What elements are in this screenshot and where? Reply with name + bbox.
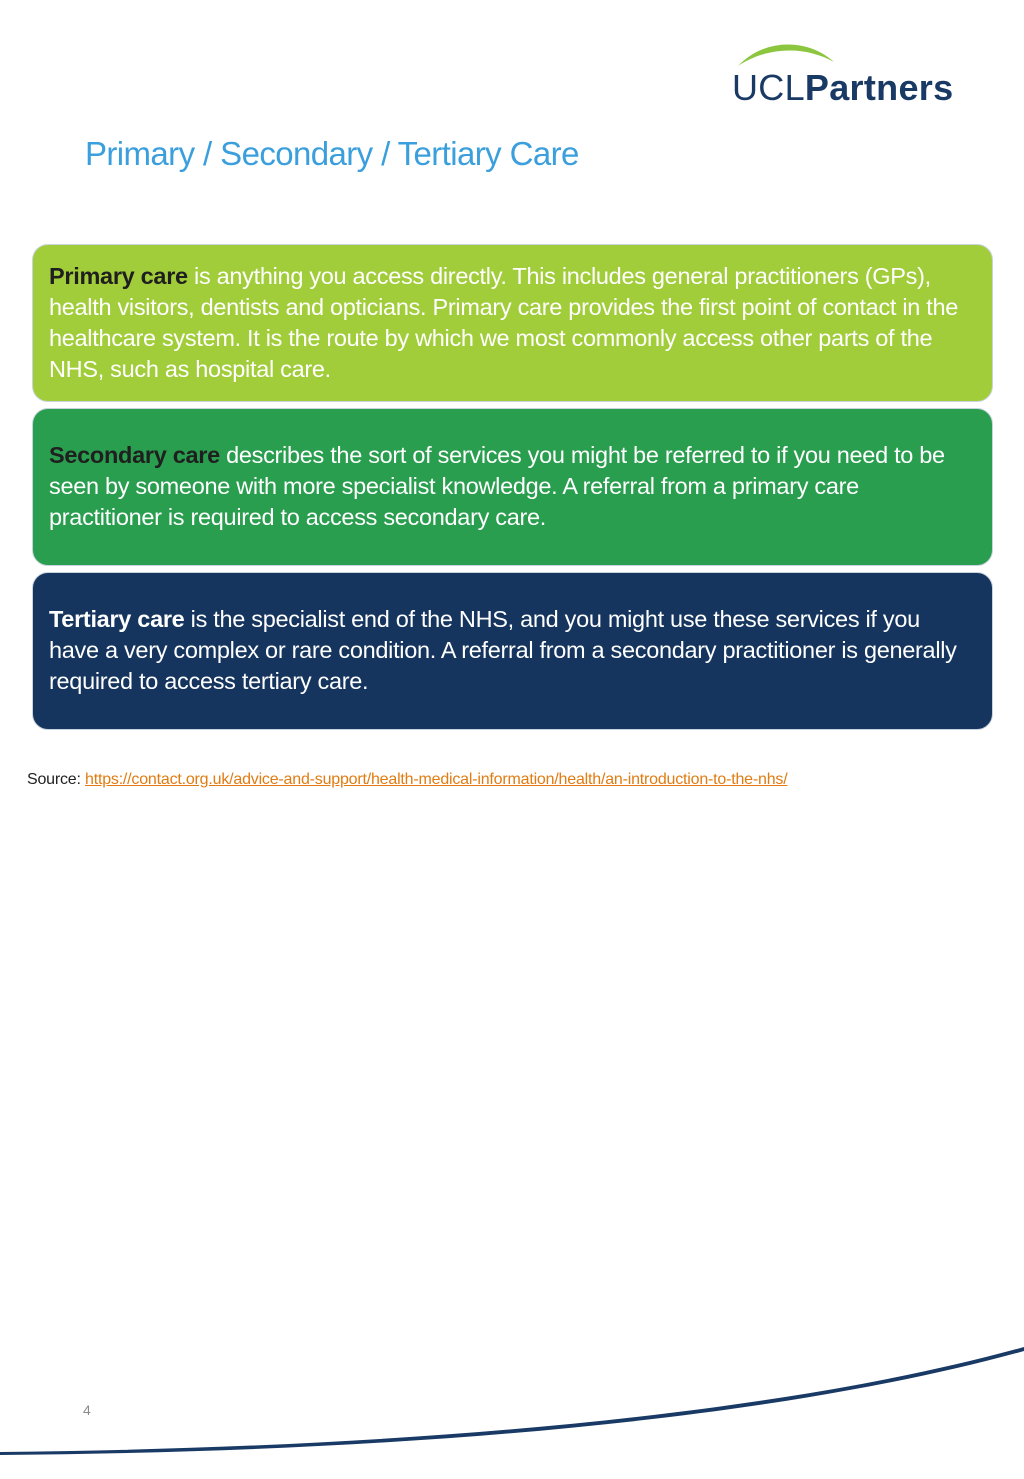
secondary-care-term: Secondary care xyxy=(49,442,220,468)
primary-care-card xyxy=(32,244,993,402)
footer-swoosh xyxy=(0,1340,1024,1470)
source-link[interactable]: https://contact.org.uk/advice-and-support/health-medical-information/health/an-introduction-to-the-nhs/ xyxy=(85,771,788,788)
tertiary-care-description: is the specialist end of the NHS, and you might use these services if you have a very complex or rare condition. A referral from a secondary practitioner is generally required to access tertiary care. xyxy=(49,606,957,694)
logo-arc-icon xyxy=(736,40,836,70)
logo-wordmark xyxy=(732,68,953,108)
tertiary-care-card xyxy=(32,572,993,730)
page-title: Primary / Secondary / Tertiary Care xyxy=(85,135,579,172)
secondary-care-description: describes the sort of services you might be referred to if you need to be seen by someone with more specialist knowledge. A referral from a primary care practitioner is required to access secondary care. xyxy=(49,442,945,530)
secondary-care-card xyxy=(32,408,993,566)
source-label: Source: xyxy=(27,771,85,788)
tertiary-care-term: Tertiary care xyxy=(49,606,185,632)
page-number: 4 xyxy=(83,1402,91,1418)
logo-text-ucl: UCL xyxy=(732,67,805,108)
primary-care-description: is anything you access directly. This includes general practitioners (GPs), health visitors, dentists and opticians. Primary care provides the first point of contact in the healthcare system. It is the route by which we most commonly access other parts of the NHS, such as hospital care. xyxy=(49,263,959,382)
primary-care-term: Primary care xyxy=(49,263,188,289)
source-line xyxy=(27,769,787,791)
uclpartners-logo xyxy=(730,40,970,110)
logo-text-partners: Partners xyxy=(804,67,954,108)
